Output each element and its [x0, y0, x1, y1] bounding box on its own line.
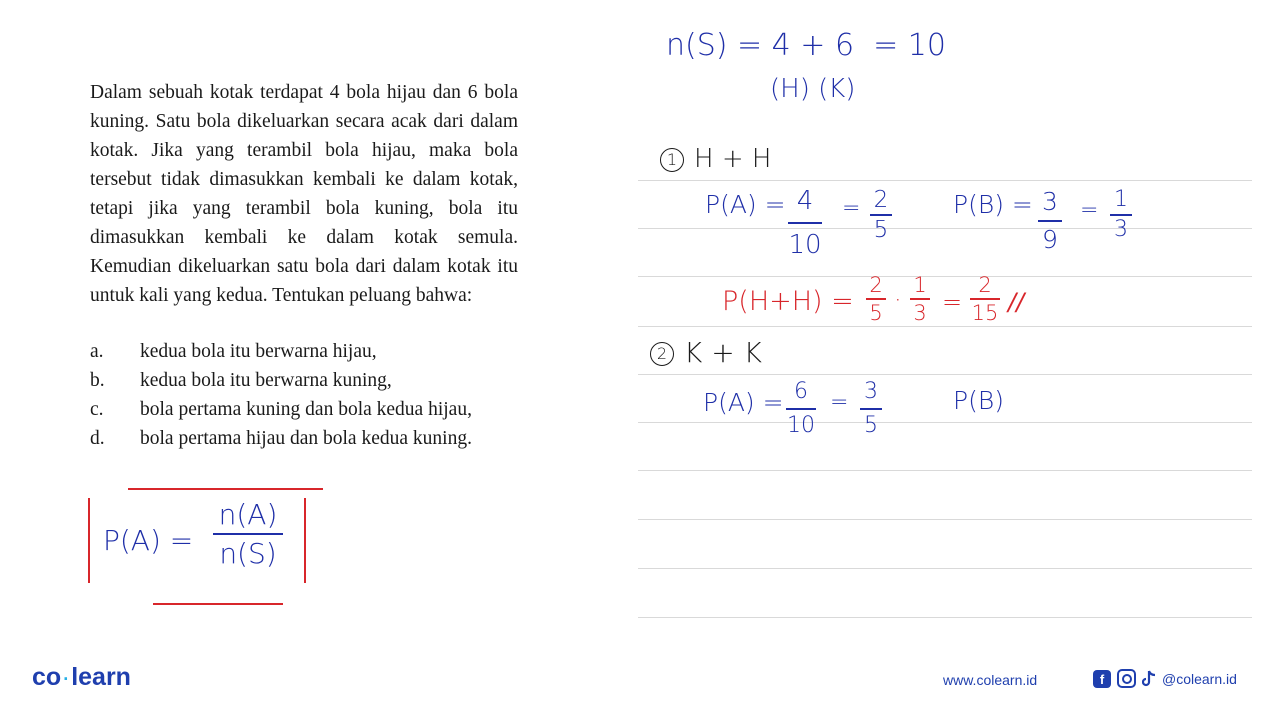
formula-box — [88, 488, 306, 588]
case-2-pa-result — [860, 380, 882, 438]
formula-denominator: n(S) — [219, 537, 277, 570]
tiktok-icon[interactable] — [1142, 670, 1156, 688]
fraction-bar — [860, 408, 882, 410]
formula-lhs: P(A) = — [103, 524, 194, 557]
numerator: 3 — [1042, 187, 1058, 216]
option-c — [90, 395, 530, 424]
ruled-line — [638, 617, 1252, 618]
result-factor-1 — [866, 274, 886, 324]
instagram-icon[interactable] — [1117, 669, 1136, 688]
ruled-line — [638, 228, 1252, 229]
option-b — [90, 366, 530, 395]
numerator: 2 — [873, 187, 889, 213]
numerator: 1 — [1114, 187, 1128, 212]
option-a — [90, 337, 530, 366]
colearn-logo — [32, 663, 131, 692]
case-2-pa-lhs: P(A) = — [703, 388, 784, 417]
option-text: kedua bola itu berwarna kuning, — [140, 370, 392, 391]
fraction-bar — [870, 214, 892, 216]
fraction-bar — [786, 408, 816, 410]
fraction-bar — [866, 298, 886, 300]
formula-fraction — [213, 498, 283, 570]
numerator: 3 — [864, 379, 878, 404]
fraction-bar — [970, 298, 1000, 300]
fraction-bar — [1038, 220, 1062, 222]
case-1-heading — [660, 144, 771, 174]
fraction-bar — [213, 533, 283, 535]
case-1-result-lhs: P(H+H) = — [722, 286, 854, 317]
final-answer-mark: // — [1008, 288, 1025, 316]
denominator: 10 — [788, 230, 822, 260]
option-key: b. — [90, 370, 105, 391]
case-2-pa-fraction — [786, 380, 816, 438]
case-1-pa-result — [870, 188, 892, 242]
ruled-line — [638, 374, 1252, 375]
social-handle[interactable]: @colearn.id — [1162, 670, 1237, 687]
ruled-line — [638, 470, 1252, 471]
denominator: 5 — [873, 217, 889, 243]
ruled-line — [638, 422, 1252, 423]
denominator: 3 — [1114, 217, 1128, 242]
fraction-bar — [788, 222, 822, 224]
multiply-dot: · — [894, 286, 902, 314]
problem-statement — [90, 78, 518, 310]
option-key: a. — [90, 341, 104, 362]
option-text: bola pertama hijau dan bola kedua kuning. — [140, 428, 472, 449]
numerator: 6 — [794, 379, 808, 404]
denominator: 15 — [971, 301, 999, 325]
numerator: 2 — [978, 273, 992, 297]
ruled-line — [638, 568, 1252, 569]
case-2-pb-lhs: P(B) — [953, 386, 1004, 415]
denominator: 5 — [869, 301, 883, 325]
case-1-pa-lhs: P(A) = — [705, 190, 786, 219]
formula-numerator: n(A) — [218, 498, 278, 531]
denominator: 3 — [913, 301, 927, 325]
sample-space-line: n(S) = 4 + 6 = 10 — [666, 28, 946, 63]
option-key: d. — [90, 428, 105, 449]
ruled-line — [638, 276, 1252, 277]
answer-options — [90, 337, 530, 453]
numerator: 1 — [913, 273, 927, 297]
case-2-heading — [650, 336, 762, 369]
equals-sign: = — [942, 288, 963, 316]
case-label: K + K — [684, 336, 762, 369]
result-final — [970, 274, 1000, 324]
case-1-pb-result — [1110, 188, 1132, 242]
option-d — [90, 424, 530, 453]
ruled-line — [638, 180, 1252, 181]
result-factor-2 — [910, 274, 930, 324]
case-number-badge: 2 — [650, 342, 674, 366]
case-1-pb-lhs: P(B) = — [953, 190, 1033, 219]
equals-sign: = — [830, 390, 849, 415]
website-link[interactable]: www.colearn.id — [943, 672, 1038, 688]
option-text: kedua bola itu berwarna hijau, — [140, 341, 377, 362]
option-text: bola pertama kuning dan bola kedua hijau, — [140, 399, 472, 420]
denominator: 5 — [864, 413, 878, 438]
numerator: 4 — [796, 186, 814, 216]
equals-sign: = — [1080, 198, 1099, 223]
sample-space-labels: (H) (K) — [770, 74, 856, 104]
facebook-icon[interactable]: f — [1093, 670, 1111, 688]
problem-text: Dalam sebuah kotak terdapat 4 bola hijau dan 6 bola kuning. Satu bola dikeluarkan secara acak dari dalam kotak. Jika yang terambil bola hijau, maka bola tersebut tidak dimasukkan kembali ke dalam kotak, tetapi jika yang terambil bola kuning, bola itu dimasukkan kembali ke dalam kotak semula. Kemudian dikeluarkan satu bola dari dalam kotak itu untuk kali yang kedua. Tentukan peluang bahwa: — [90, 82, 518, 306]
case-label: H + H — [694, 144, 772, 174]
fraction-bar — [1110, 214, 1132, 216]
case-number-badge: 1 — [660, 148, 684, 172]
logo-part: co — [32, 663, 62, 691]
denominator: 10 — [787, 413, 815, 438]
fraction-bar — [910, 298, 930, 300]
logo-dot: · — [63, 669, 70, 689]
numerator: 2 — [869, 273, 883, 297]
logo-part: learn — [71, 663, 131, 691]
ruled-line — [638, 519, 1252, 520]
social-links — [1093, 669, 1237, 688]
case-1-pb-fraction — [1038, 188, 1062, 254]
equals-sign: = — [842, 196, 861, 221]
ruled-line — [638, 326, 1252, 327]
option-key: c. — [90, 399, 104, 420]
case-1-pa-fraction — [788, 186, 822, 260]
denominator: 9 — [1042, 225, 1058, 254]
